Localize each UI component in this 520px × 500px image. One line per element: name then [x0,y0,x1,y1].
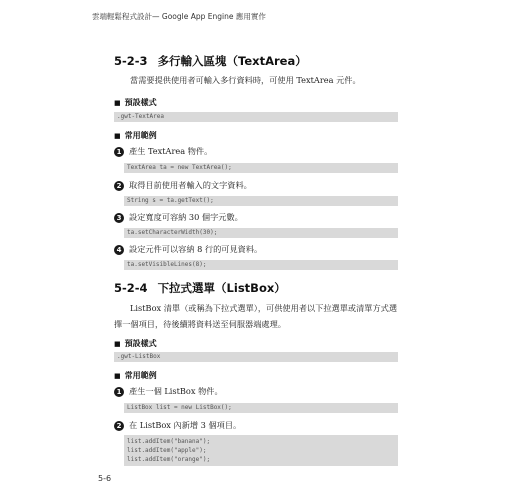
step-item [114,212,243,223]
code-block [124,435,398,466]
examples-heading [114,130,157,141]
section-title: 下拉式選單（ListBox） [157,281,286,295]
bullet-marker-icon: ■ [114,371,121,380]
code-block: ta.setCharacterWidth(30); [124,228,398,238]
bullet-marker-icon: ■ [114,98,121,107]
step-number-badge: 2 [114,421,124,431]
code-line: list.addItem("banana"); [127,438,211,445]
step-text: 在 ListBox 內新增 3 個項目。 [129,420,242,430]
section-title: 多行輸入區塊（TextArea） [157,54,307,68]
step-text: 設定寬度可容納 30 個字元數。 [129,212,243,222]
step-item [114,386,223,397]
step-number-badge: 2 [114,181,124,191]
code-line: list.addItem("orange"); [127,456,211,463]
code-block: .gwt-TextArea [114,112,398,122]
code-block: String s = ta.getText(); [124,196,398,206]
step-item [114,244,262,255]
subheading-label: 常用範例 [124,371,157,380]
section-number: 5-2-4 [114,281,148,295]
running-header: 雲端輕鬆程式設計— Google App Engine 應用實作 [92,12,266,21]
code-block: ta.setVisibleLines(8); [124,260,398,270]
section-heading-listbox [114,280,286,296]
code-block: ListBox list = new ListBox(); [124,403,398,413]
step-number-badge: 1 [114,147,124,157]
examples-heading [114,370,157,381]
step-number-badge: 3 [114,213,124,223]
step-text: 取得目前使用者輸入的文字資料。 [129,180,252,190]
subheading-label: 預設樣式 [124,98,157,107]
section-heading-textarea [114,53,307,69]
step-item [114,420,241,431]
subheading-label: 常用範例 [124,131,157,140]
section-intro: ListBox 清單（或稱為下拉式選單），可供使用者以下拉選單或清單方式選擇一個項目，待後續將資料送至伺服器端處理。 [114,303,398,329]
section-intro: 當需要提供使用者可輸入多行資料時，可使用 TextArea 元件。 [130,75,361,85]
bullet-marker-icon: ■ [114,131,121,140]
default-style-heading [114,97,157,108]
step-text: 產生一個 ListBox 物件。 [129,386,223,396]
code-block: TextArea ta = new TextArea(); [124,163,398,173]
step-number-badge: 4 [114,245,124,255]
code-block: .gwt-ListBox [114,352,398,362]
page-number: 5-6 [98,474,112,483]
step-item [114,146,212,157]
default-style-heading [114,338,157,349]
step-number-badge: 1 [114,387,124,397]
step-text: 設定元件可以容納 8 行的可見資料。 [129,244,263,254]
subheading-label: 預設樣式 [124,339,157,348]
bullet-marker-icon: ■ [114,339,121,348]
section-number: 5-2-3 [114,54,148,68]
step-item [114,180,252,191]
code-line: list.addItem("apple"); [127,447,207,454]
step-text: 產生 TextArea 物件。 [129,146,213,156]
